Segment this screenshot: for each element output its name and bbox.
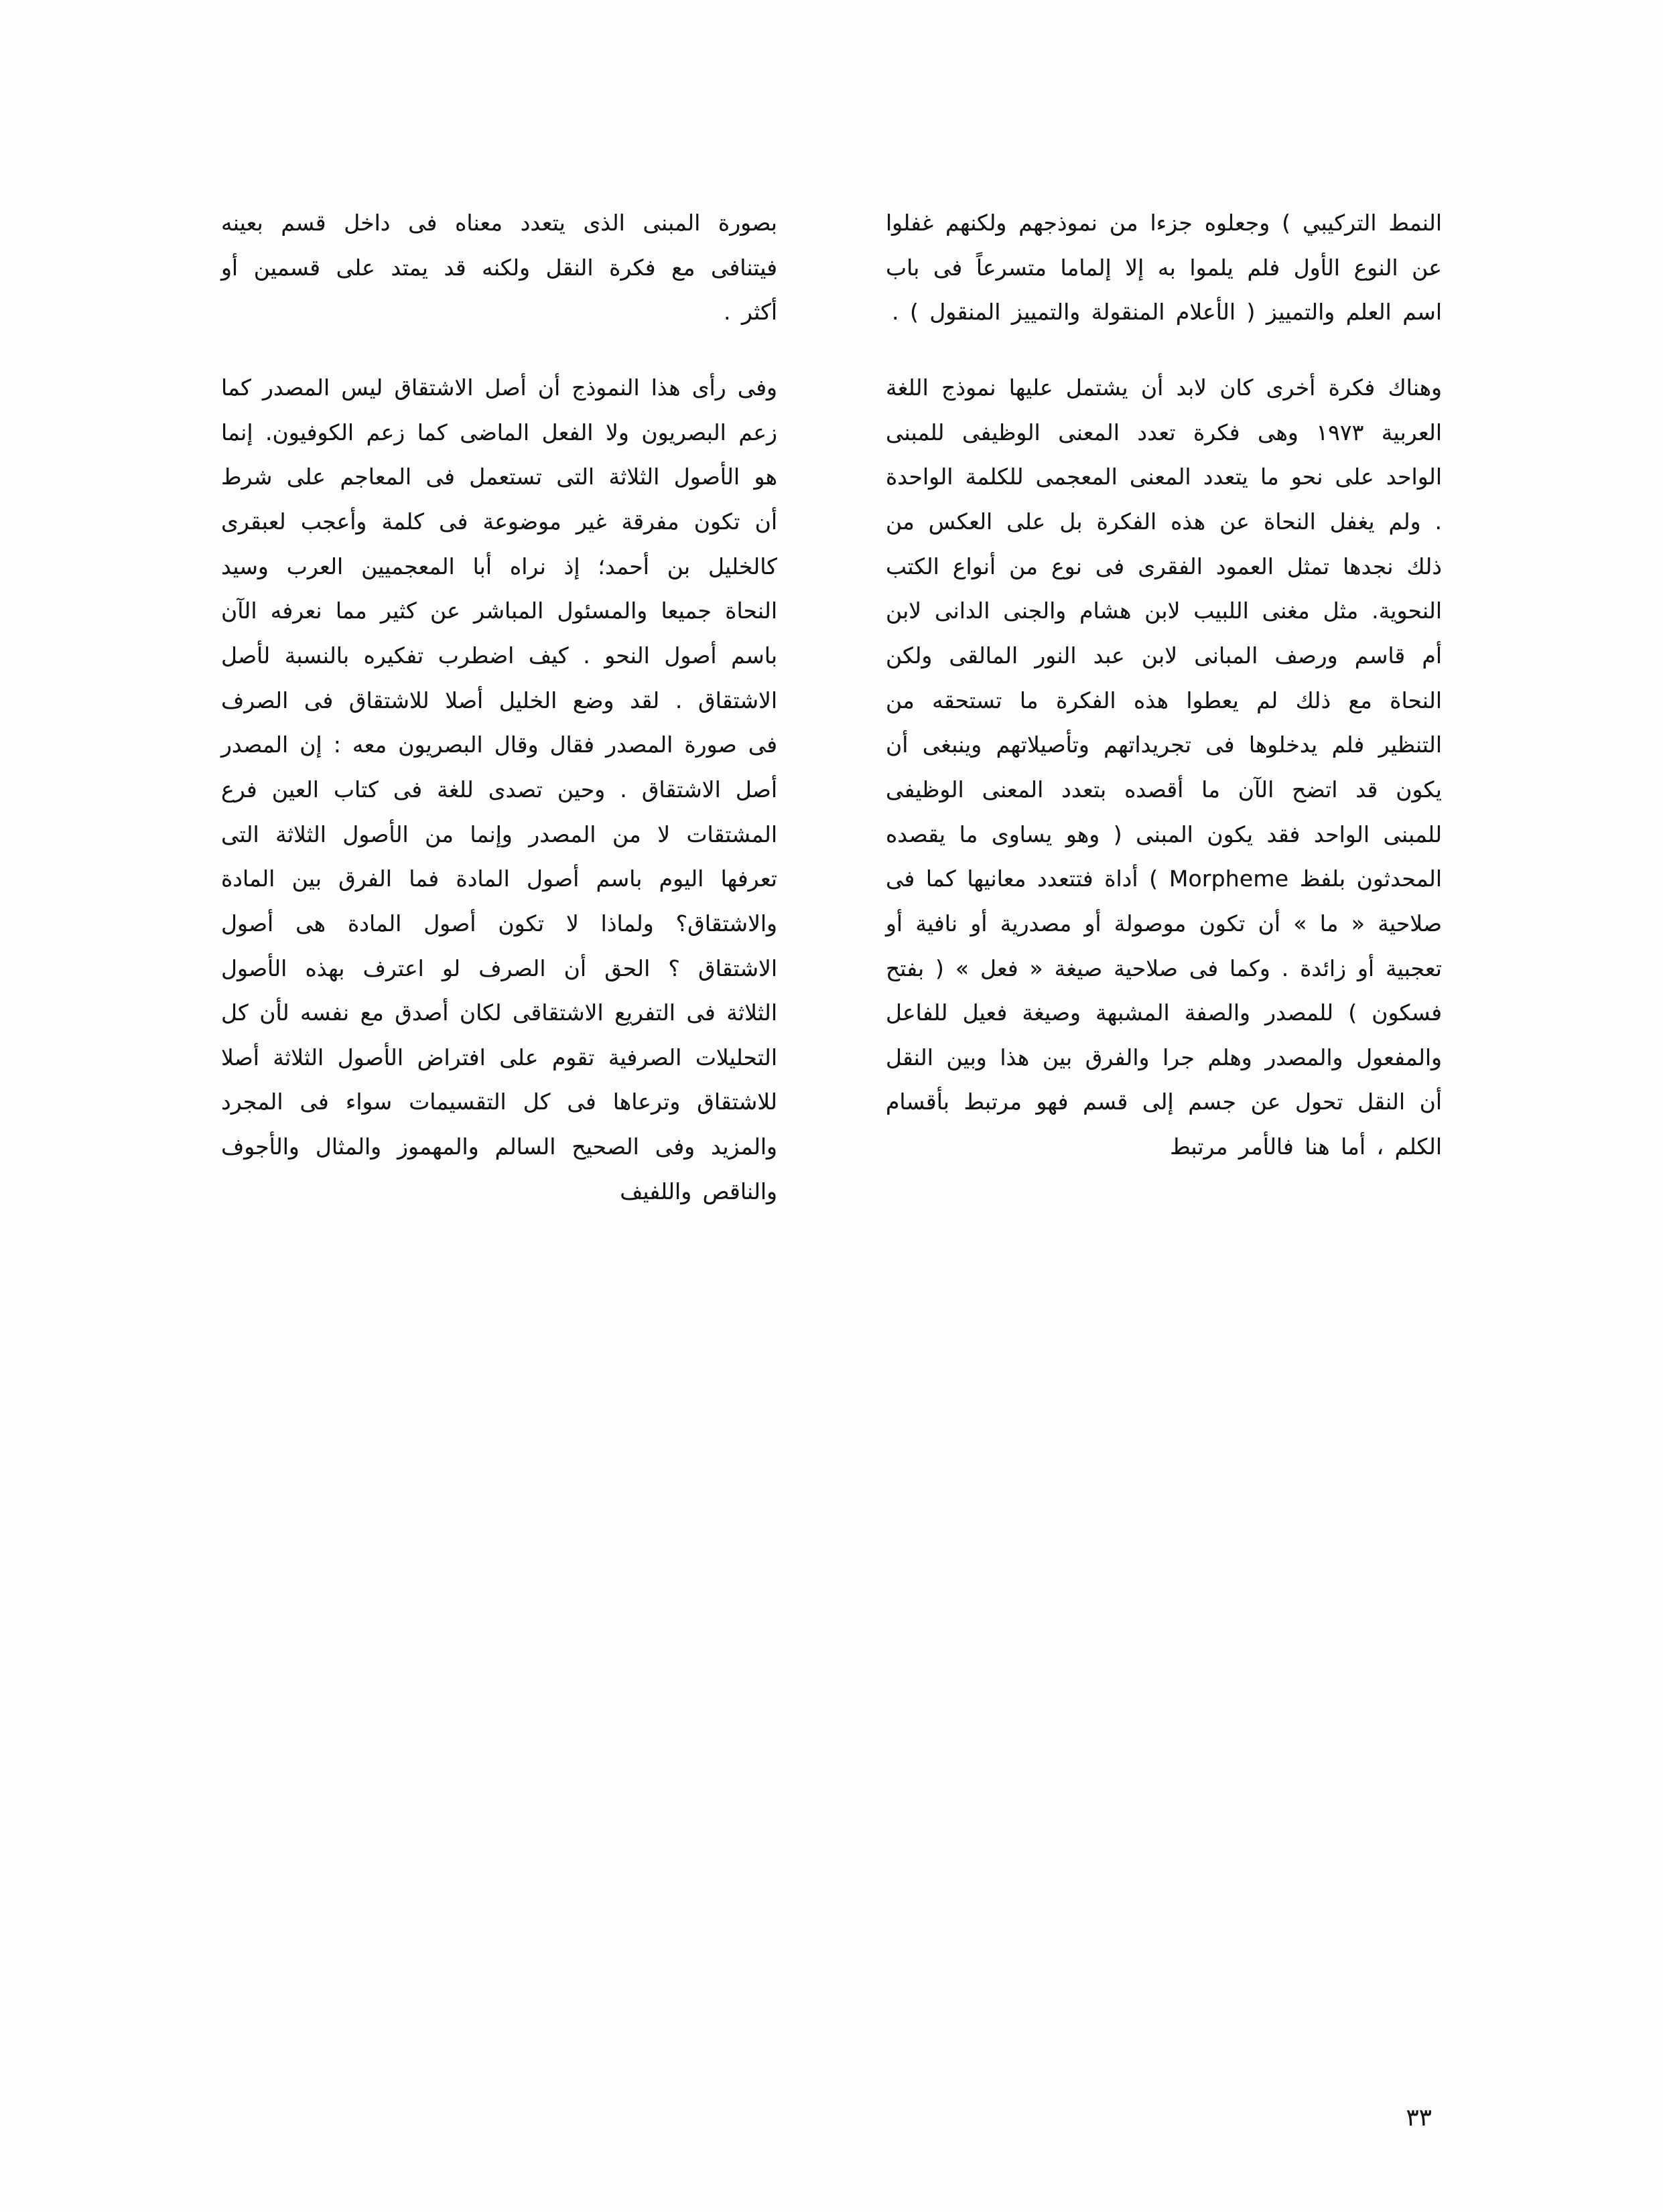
page-number: ٣٣ [1406, 2104, 1432, 2132]
paragraph: النمط التركيبي ) وجعلوه جزءا من نموذجهم ولكنهم غفلوا عن النوع الأول فلم يلموا به إلا إلماما متسرعاً فى باب اسم العلم والتمييز ( الأعلام المنقولة والتمييز المنقول ) . [886, 210, 1442, 326]
paragraph: وهناك فكرة أخرى كان لابد أن يشتمل عليها نموذج اللغة العربية ١٩٧٣ وهى فكرة تعدد المعنى الوظيفى للمبنى الواحد على نحو ما يتعدد المعنى المعجمى للكلمة الواحدة . ولم يغفل النحاة عن هذه الفكرة بل على العكس من ذلك نجدها تمثل العمود الفقرى فى نوع من أنواع الكتب النحوية. مثل مغنى اللبيب لابن هشام والجنى الدانى لابن أم قاسم ورصف المبانى لابن عبد النور المالقى ولكن النحاة مع ذلك لم يعطوا هذه الفكرة ما تستحقه من التنظير فلم يدخلوها فى تجريداتهم وتأصيلاتهم وينبغى أن يكون قد اتضح الآن ما أقصده بتعدد المعنى الوظيفى للمبنى الواحد فقد يكون المبنى ( وهو يساوى ما يقصده المحدثون بلفظ Morpheme ) أداة فتتعدد معانيها كما فى صلاحية « ما » أن تكون موصولة أو مصدرية أو نافية أو تعجبية أو زائدة . وكما فى صلاحية صيغة « فعل » ( بفتح فسكون ) للمصدر والصفة المشبهة وصيغة فعيل للفاعل والمفعول والمصدر وهلم جرا والفرق بين هذا وبين النقل أن النقل تحول عن جسم إلى قسم فهو مرتبط بأقسام الكلم ، أما هنا فالأمر مرتبط [886, 374, 1443, 1160]
two-column-layout [221, 201, 1442, 2091]
column-right [886, 201, 1442, 2091]
column-left [221, 201, 777, 2091]
paragraph: بصورة المبنى الذى يتعدد معناه فى داخل قسم بعينه فيتنافى مع فكرة النقل ولكنه قد يمتد على قسمين أو أكثر . [221, 210, 777, 326]
page-content [221, 201, 1442, 2091]
paragraph: وفى رأى هذا النموذج أن أصل الاشتقاق ليس المصدر كما زعم البصريون ولا الفعل الماضى كما زعم الكوفيون. إنما هو الأصول الثلاثة التى تستعمل فى المعاجم على شرط أن تكون مفرقة غير موضوعة فى كلمة وأعجب لعبقرى كالخليل بن أحمد؛ إذ نراه أبا المعجميين العرب وسيد النحاة جميعا والمسئول المباشر عن كثير مما نعرفه الآن باسم أصول النحو . كيف اضطرب تفكيره بالنسبة لأصل الاشتقاق . لقد وضع الخليل أصلا للاشتقاق فى الصرف فى صورة المصدر فقال وقال البصريون معه : إن المصدر أصل الاشتقاق . وحين تصدى للغة فى كتاب العين فرع المشتقات لا من المصدر وإنما من الأصول الثلاثة التى تعرفها اليوم باسم أصول المادة فما الفرق بين المادة والاشتقاق؟ ولماذا لا تكون أصول المادة هى أصول الاشتقاق ؟ الحق أن الصرف لو اعترف بهذه الأصول الثلاثة فى التفريع الاشتقاقى لكان أصدق مع نفسه لأن كل التحليلات الصرفية تقوم على افتراض الأصول الثلاثة أصلا للاشتقاق وترعاها فى كل التقسيمات سواء فى المجرد والمزيد وفى الصحيح السالم والمهموز والمثال والأجوف والناقص واللفيف [221, 374, 777, 1204]
